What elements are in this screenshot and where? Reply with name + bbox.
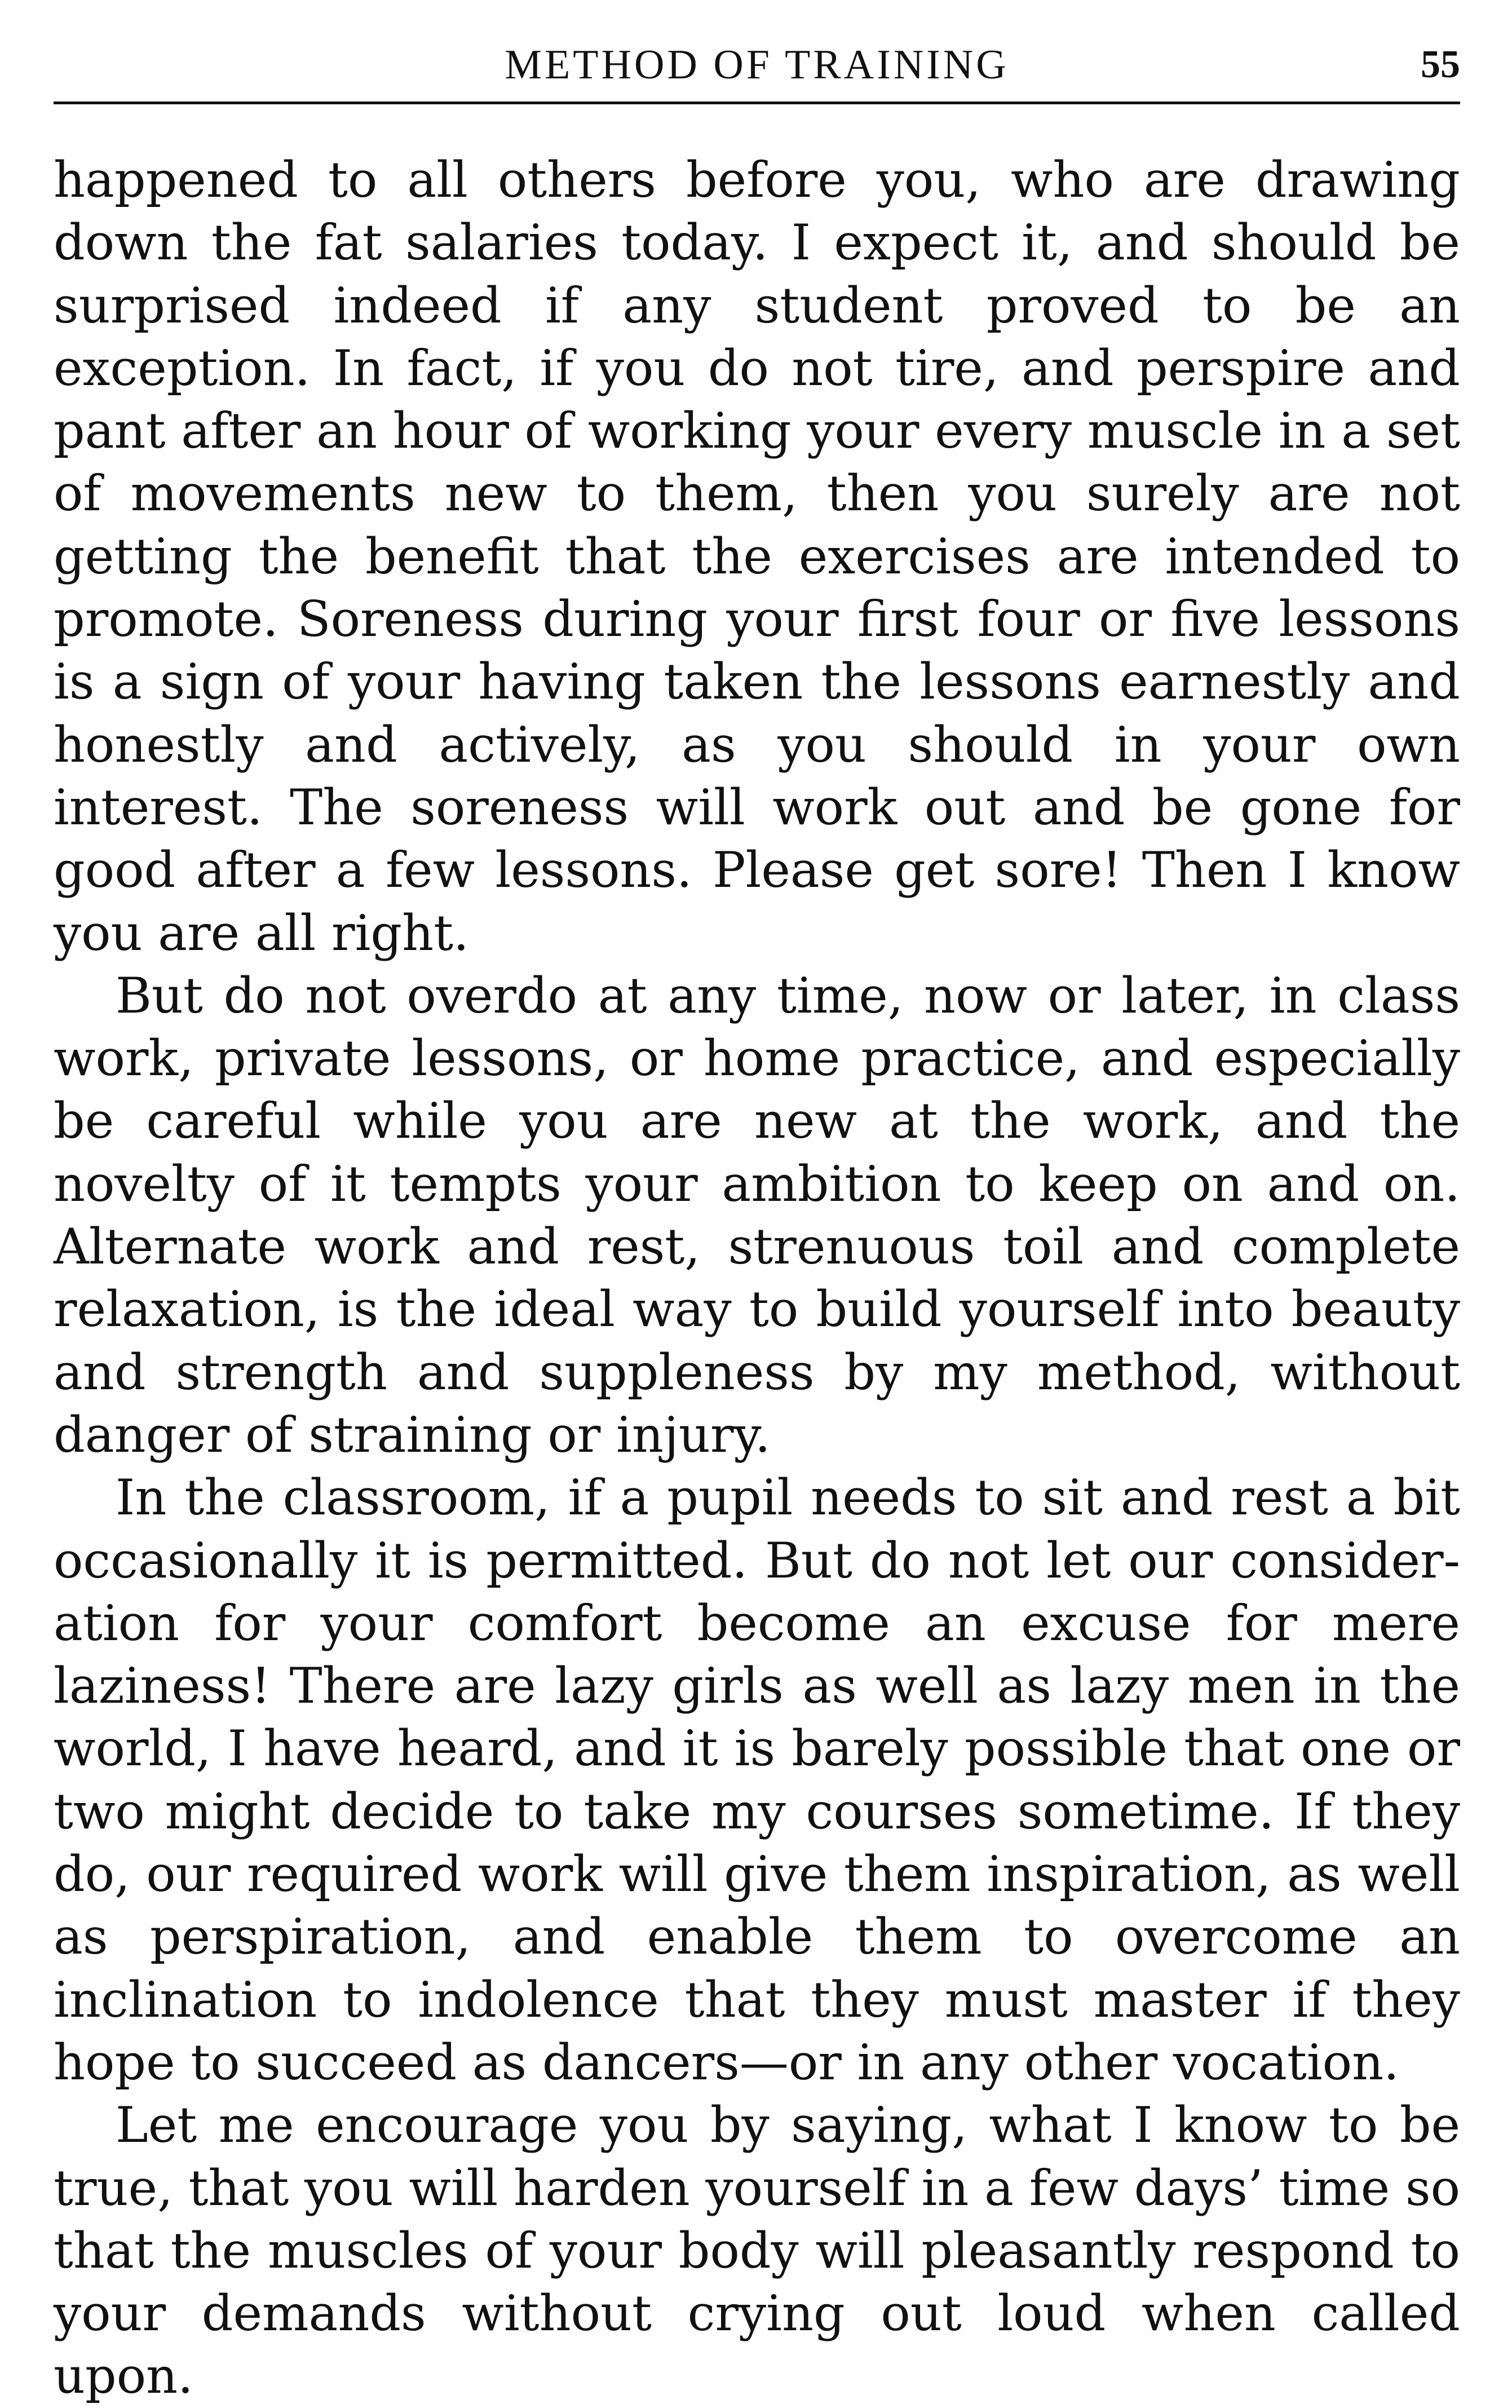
paragraph: But do not overdo at any time, now or later, in class work, private lessons, or home practice, and especially be careful while you are new at the work, and the novelty of it tempts your ambition to keep on and on. Alternate work and rest, strenuous toil and complete relaxation, is the ideal way to build yourself into beauty and strength and suppleness by my method, without danger of straining or injury. [54, 966, 1460, 1464]
body-text [54, 149, 1460, 2408]
paragraph-continued: happened to all others before you, who are drawing down the fat salaries today. I expect it, and should be surprised indeed if any student proved to be an exception. In fact, if you do not tire, and perspire and pant after an hour of working your every muscle in a set of movements new to them, then you surely are not getting the benefit that the exercises are intended to promote. Soreness during your first four or five lessons is a sign of your having taken the lessons earnestly and honestly and actively, as you should in your own interest. The soreness will work out and be gone for good after a few lessons. Please get sore! Then I know you are all right. [54, 151, 1460, 962]
header-rule [54, 101, 1460, 104]
paragraph: In the classroom, if a pupil needs to sit and rest a bit occasionally it is permitted. But do not let our consideration for your comfort become an excuse for mere laziness! There are lazy girls as well as lazy men in the world, I have heard, and it is barely possible that one or two might decide to take my courses sometime. If they do, our required work will give them inspiration, as well as perspiration, and enable them to overcome an inclination to indolence that they must master if they hope to succeed as dancers—or in any other vocation. [54, 1469, 1460, 2091]
page-header [54, 34, 1460, 96]
page-number: 55 [1421, 43, 1460, 86]
paragraph: Let me encourage you by saying, what I know to be true, that you will harden yourself in a few days’ time so that the muscles of your body will pleasantly respond to your demands without crying out loud when called upon. [54, 2096, 1460, 2405]
running-title: METHOD OF TRAINING [505, 42, 1009, 88]
